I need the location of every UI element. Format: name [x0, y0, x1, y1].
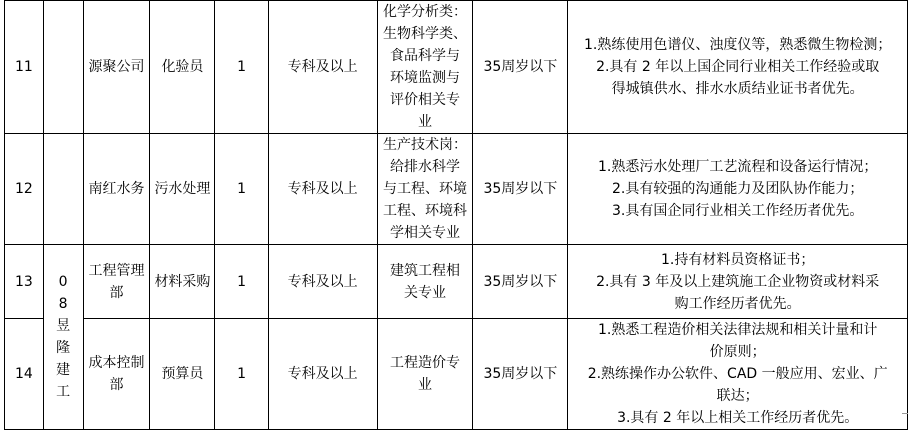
education-cell: 专科及以上: [268, 134, 377, 245]
requirement-line: 2.具有较强的沟通能力及团队协作能力；: [611, 181, 864, 197]
requirement-line: 3.具有国企同行业相关工作经历者优先。: [611, 203, 864, 219]
company-cell: 工程管理部: [83, 245, 150, 319]
major-line: 生物科学类、: [382, 26, 467, 42]
table-row: [5, 319, 908, 430]
requirement-line: 联达；: [716, 388, 759, 404]
major-line: 食品科学与: [389, 48, 460, 64]
major-cell: [377, 319, 473, 430]
company-cell: 南红水务: [83, 134, 150, 245]
major-line: 环境监测与: [389, 70, 460, 86]
requirements-cell: [568, 319, 908, 430]
position-cell: 材料采购: [150, 245, 215, 319]
row-number: 14: [5, 319, 44, 430]
row-number: 12: [5, 134, 44, 245]
requirement-line: 1.熟悉工程造价相关法律法规和相关计量和计: [597, 322, 878, 338]
row-number: 13: [5, 245, 44, 319]
requirement-line: 1.持有材料员资格证书；: [660, 251, 815, 268]
company-cell: 成本控制部: [83, 319, 150, 430]
major-line: 业: [417, 114, 432, 130]
requirements-cell: [568, 1, 908, 134]
position-cell: 预算员: [150, 319, 215, 430]
age-cell: 35周岁以下: [473, 134, 568, 245]
requirement-line: 价原则；: [709, 344, 766, 360]
requirement-line: 2.熟练操作办公软件、CAD 一般应用、宏业、广: [587, 366, 888, 382]
position-cell: 污水处理: [150, 134, 215, 245]
company-cell: 源聚公司: [83, 1, 150, 134]
major-line: 工程造价专: [389, 355, 460, 371]
count-cell: 1: [215, 1, 268, 134]
recruitment-table: [4, 0, 908, 430]
position-cell: 化验员: [150, 1, 215, 134]
table-row: [5, 245, 908, 319]
count-cell: 1: [215, 245, 268, 319]
requirement-line: 得城镇供水、排水水质结业证书者优先。: [611, 81, 864, 97]
table-row: [5, 134, 908, 245]
major-cell: [377, 245, 473, 319]
row-number: 11: [5, 1, 44, 134]
major-line: 与工程、环境: [382, 181, 467, 197]
requirement-line: 1.熟练使用色谱仪、浊度仪等，熟悉微生物检测；: [583, 37, 892, 53]
count-cell: 1: [215, 134, 268, 245]
requirement-line: 1.熟悉污水处理厂工艺流程和设备运行情况；: [597, 159, 878, 175]
major-line: 生产技术岗：: [382, 137, 467, 153]
major-line: 业: [417, 377, 432, 393]
page-edge-mark: [902, 413, 908, 414]
count-cell: 1: [215, 319, 268, 430]
requirement-line: 购工作经历者优先。: [674, 295, 801, 312]
major-line: 化学分析类：: [382, 4, 467, 20]
age-cell: 35周岁以下: [473, 319, 568, 430]
group-company-cell: 08 昱隆建工: [43, 245, 83, 430]
education-cell: 专科及以上: [268, 319, 377, 430]
requirement-line: 3.具有 2 年以上相关工作经历者优先。: [617, 410, 859, 426]
education-cell: 专科及以上: [268, 245, 377, 319]
major-line: 学相关专业: [389, 225, 460, 241]
requirements-cell: [568, 134, 908, 245]
major-line: 评价相关专: [389, 92, 460, 108]
requirements-cell: [568, 245, 908, 319]
major-line: 工程、环境科: [382, 203, 467, 219]
major-line: 建筑工程相: [389, 262, 460, 279]
major-line: 给排水科学: [389, 159, 460, 175]
requirement-line: 2.具有 2 年以上国企同行业相关工作经验或取: [596, 59, 880, 75]
group-cell-empty: [43, 1, 83, 134]
major-cell: [377, 134, 473, 245]
requirement-line: 2.具有 3 年及以上建筑施工企业物资或材料采: [596, 273, 880, 290]
table-row: [5, 1, 908, 134]
age-cell: 35周岁以下: [473, 1, 568, 134]
major-line: 关专业: [403, 284, 446, 301]
major-cell: [377, 1, 473, 134]
age-cell: 35周岁以下: [473, 245, 568, 319]
education-cell: 专科及以上: [268, 1, 377, 134]
group-cell-empty: [43, 134, 83, 245]
